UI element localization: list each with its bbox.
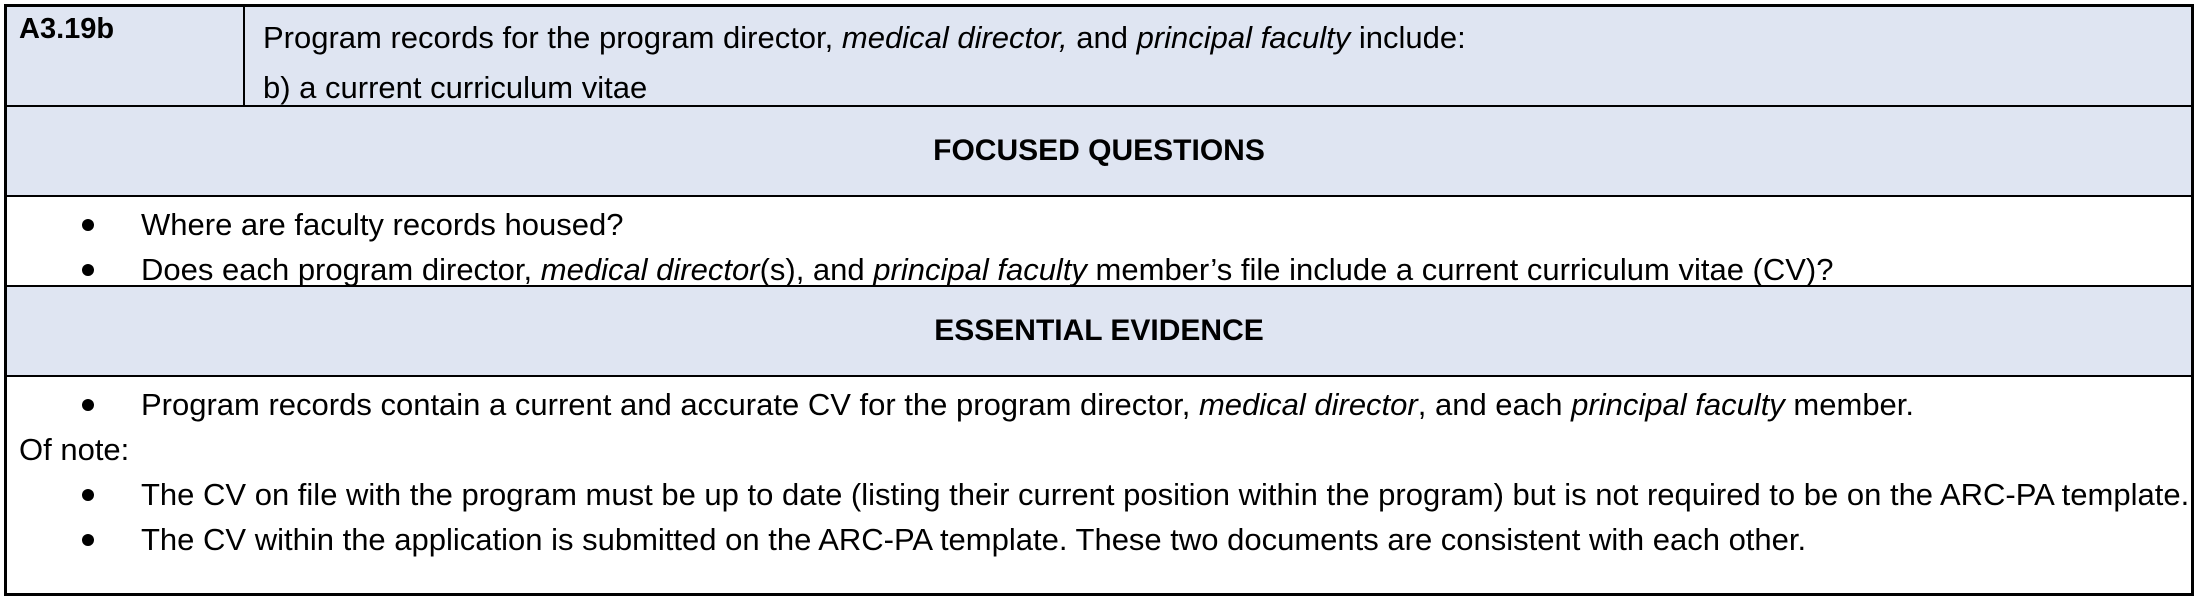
list-item — [7, 247, 2191, 292]
list-item — [7, 382, 2191, 427]
bullet-icon — [82, 399, 94, 411]
list-item — [7, 472, 2191, 517]
bullet-icon — [82, 489, 94, 501]
text-span: , and each — [1417, 387, 1572, 422]
italic-term: principal faculty — [873, 252, 1087, 287]
text-span: member. — [1784, 387, 1915, 422]
standard-line-1 — [263, 13, 1466, 63]
essential-evidence-body — [7, 377, 2191, 593]
essential-evidence-list — [7, 377, 2191, 427]
note-text: The CV within the application is submitted on the ARC-PA template. These two documents are consistent with each other. — [141, 522, 1807, 557]
text-span: include: — [1350, 20, 1466, 55]
focused-questions-body — [7, 197, 2191, 287]
text-span: and — [1067, 20, 1137, 55]
standard-description — [263, 13, 1466, 113]
italic-term: medical director — [540, 252, 760, 287]
text-span: member’s file include a current curriculum vitae (CV)? — [1086, 252, 1834, 287]
question-text: Where are faculty records housed? — [141, 207, 624, 242]
list-item — [7, 202, 2191, 247]
standard-code: A3.19b — [7, 7, 245, 105]
standard-table — [4, 4, 2194, 596]
note-text: The CV on file with the program must be up to date (listing their current position within the program) but is not required to be on the ARC-PA template. — [141, 477, 2190, 512]
standard-row — [7, 7, 2191, 107]
standard-line-2: b) a current curriculum vitae — [263, 70, 648, 105]
text-span: (s), and — [759, 252, 874, 287]
bullet-icon — [82, 534, 94, 546]
text-span: Does each program director, — [141, 252, 541, 287]
of-note-list — [7, 472, 2191, 562]
of-note-label: Of note: — [19, 432, 130, 467]
bullet-icon — [82, 264, 94, 276]
focused-questions-heading: FOCUSED QUESTIONS — [7, 107, 2191, 197]
list-item — [7, 517, 2191, 562]
italic-term: medical director, — [841, 20, 1068, 55]
essential-evidence-heading: ESSENTIAL EVIDENCE — [7, 287, 2191, 377]
italic-term: principal faculty — [1571, 387, 1785, 422]
bullet-icon — [82, 219, 94, 231]
italic-term: medical director — [1198, 387, 1418, 422]
focused-questions-list — [7, 197, 2191, 292]
text-span: Program records for the program director, — [263, 20, 842, 55]
italic-term: principal faculty — [1136, 20, 1351, 55]
text-span: Program records contain a current and accurate CV for the program director, — [141, 387, 1199, 422]
